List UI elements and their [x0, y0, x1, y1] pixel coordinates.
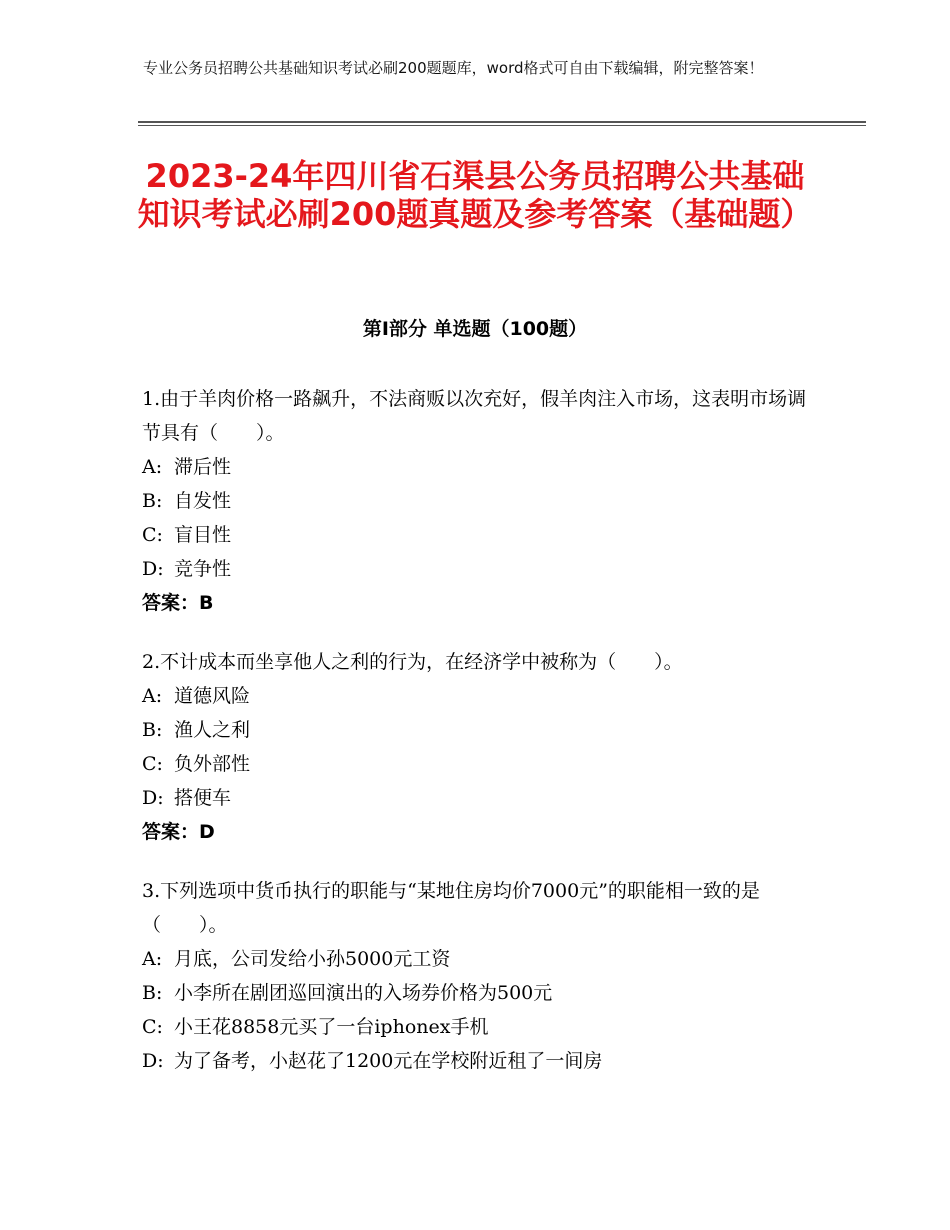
option-letter: D:	[142, 787, 164, 809]
option-text: 自发性	[174, 490, 232, 512]
option-d	[142, 552, 812, 586]
header-note: 专业公务员招聘公共基础知识考试必刷200题题库，word格式可自由下载编辑，附完整答案！	[143, 59, 764, 77]
option-text: 小王花8858元买了一台iphonex手机	[174, 1016, 489, 1038]
option-text: 竞争性	[174, 558, 232, 580]
option-text: 滞后性	[174, 456, 232, 478]
option-c	[142, 1010, 812, 1044]
option-letter: A:	[142, 685, 163, 707]
option-letter: A:	[142, 948, 163, 970]
option-letter: C:	[142, 1016, 163, 1038]
question-3	[142, 874, 812, 1078]
option-text: 小李所在剧团巡回演出的入场券价格为500元	[174, 982, 553, 1004]
question-stem: 3.下列选项中货币执行的职能与“某地住房均价7000元”的职能相一致的是（ ）。	[142, 880, 760, 936]
option-text: 为了备考，小赵花了1200元在学校附近租了一间房	[174, 1050, 603, 1072]
option-text: 月底，公司发给小孙5000元工资	[174, 948, 451, 970]
option-text: 道德风险	[174, 685, 251, 707]
header-rule-thick	[138, 121, 866, 123]
option-text: 渔人之利	[174, 719, 251, 741]
option-letter: D:	[142, 1050, 164, 1072]
option-letter: B:	[142, 719, 163, 741]
option-b	[142, 713, 812, 747]
section-title: 第Ⅰ部分 单选题（100题）	[362, 318, 588, 340]
option-c	[142, 747, 812, 781]
option-b	[142, 976, 812, 1010]
question-list	[142, 382, 812, 1103]
option-letter: D:	[142, 558, 164, 580]
option-text: 盲目性	[174, 524, 232, 546]
option-text: 负外部性	[174, 753, 251, 775]
option-letter: B:	[142, 982, 163, 1004]
question-2	[142, 645, 812, 849]
option-letter: C:	[142, 753, 163, 775]
header-rule-thin	[138, 125, 866, 126]
option-letter: B:	[142, 490, 163, 512]
question-stem: 2.不计成本而坐享他人之利的行为，在经济学中被称为（ ）。	[142, 651, 683, 673]
option-a	[142, 942, 812, 976]
answer-line: 答案：B	[142, 592, 214, 614]
question-stem: 1.由于羊肉价格一路飙升，不法商贩以次充好，假羊肉注入市场，这表明市场调节具有（ ）。	[142, 388, 807, 444]
option-letter: A:	[142, 456, 163, 478]
option-a	[142, 450, 812, 484]
option-d	[142, 1044, 812, 1078]
document-title: 2023-24年四川省石渠县公务员招聘公共基础知识考试必刷200题真题及参考答案（基础题）	[137, 157, 813, 233]
question-1	[142, 382, 812, 620]
option-a	[142, 679, 812, 713]
option-c	[142, 518, 812, 552]
option-b	[142, 484, 812, 518]
answer-line: 答案：D	[142, 821, 215, 843]
option-text: 搭便车	[174, 787, 232, 809]
option-d	[142, 781, 812, 815]
option-letter: C:	[142, 524, 163, 546]
